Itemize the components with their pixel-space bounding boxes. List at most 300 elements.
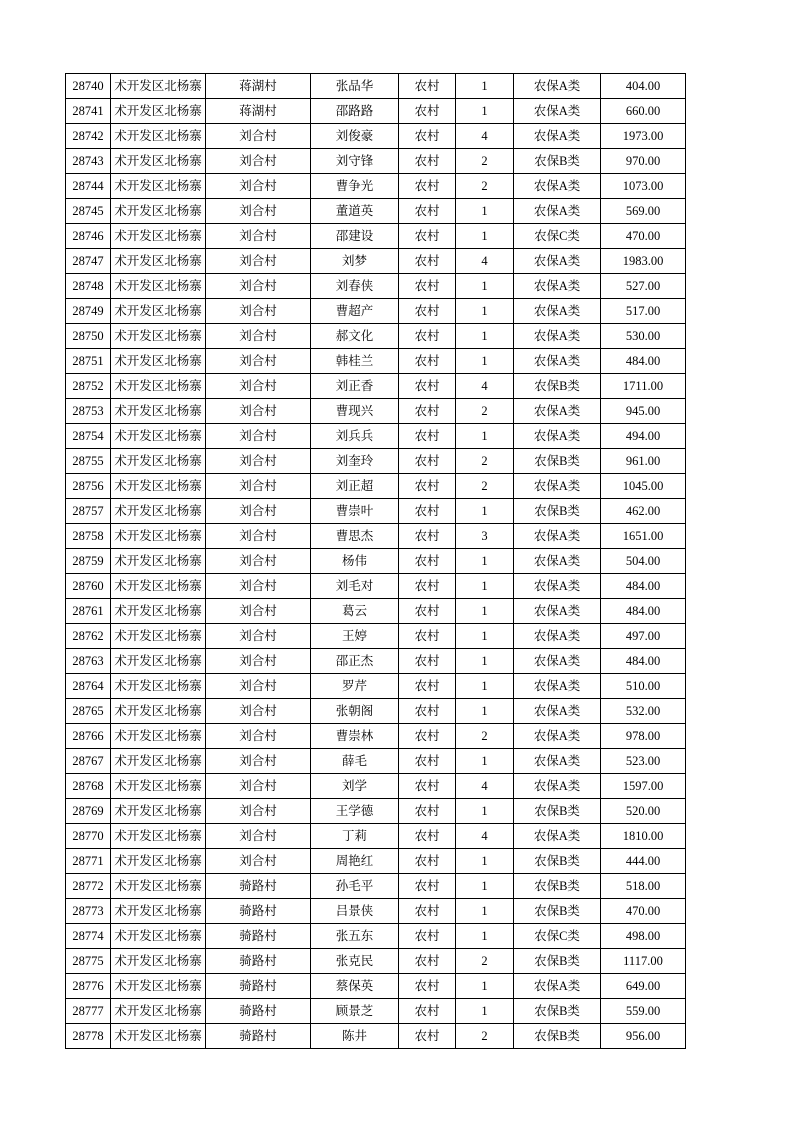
cell-category: 农保A类 bbox=[514, 974, 601, 999]
cell-name: 周艳红 bbox=[311, 849, 399, 874]
cell-count: 1 bbox=[456, 674, 514, 699]
cell-residence: 农村 bbox=[399, 724, 456, 749]
cell-category: 农保A类 bbox=[514, 699, 601, 724]
cell-district: 术开发区北杨寨 bbox=[111, 324, 206, 349]
payment-table-body bbox=[66, 74, 686, 1049]
cell-district: 术开发区北杨寨 bbox=[111, 249, 206, 274]
cell-village: 刘合村 bbox=[206, 424, 311, 449]
cell-residence: 农村 bbox=[399, 449, 456, 474]
cell-category: 农保A类 bbox=[514, 399, 601, 424]
cell-amount: 1651.00 bbox=[601, 524, 686, 549]
cell-id: 28762 bbox=[66, 624, 111, 649]
table-row bbox=[66, 524, 686, 549]
cell-name: 曹崇叶 bbox=[311, 499, 399, 524]
cell-amount: 649.00 bbox=[601, 974, 686, 999]
cell-name: 刘正香 bbox=[311, 374, 399, 399]
cell-residence: 农村 bbox=[399, 699, 456, 724]
cell-id: 28755 bbox=[66, 449, 111, 474]
cell-id: 28771 bbox=[66, 849, 111, 874]
cell-name: 刘兵兵 bbox=[311, 424, 399, 449]
cell-village: 刘合村 bbox=[206, 224, 311, 249]
cell-amount: 559.00 bbox=[601, 999, 686, 1024]
cell-id: 28750 bbox=[66, 324, 111, 349]
cell-category: 农保A类 bbox=[514, 299, 601, 324]
cell-residence: 农村 bbox=[399, 674, 456, 699]
cell-residence: 农村 bbox=[399, 774, 456, 799]
table-row bbox=[66, 574, 686, 599]
cell-category: 农保A类 bbox=[514, 749, 601, 774]
cell-amount: 518.00 bbox=[601, 874, 686, 899]
cell-village: 骑路村 bbox=[206, 924, 311, 949]
cell-residence: 农村 bbox=[399, 374, 456, 399]
cell-category: 农保C类 bbox=[514, 924, 601, 949]
table-row bbox=[66, 1024, 686, 1049]
cell-count: 1 bbox=[456, 549, 514, 574]
cell-name: 张品华 bbox=[311, 74, 399, 99]
cell-village: 刘合村 bbox=[206, 349, 311, 374]
cell-category: 农保A类 bbox=[514, 574, 601, 599]
cell-residence: 农村 bbox=[399, 549, 456, 574]
cell-category: 农保A类 bbox=[514, 99, 601, 124]
cell-id: 28742 bbox=[66, 124, 111, 149]
cell-residence: 农村 bbox=[399, 424, 456, 449]
cell-village: 骑路村 bbox=[206, 1024, 311, 1049]
cell-category: 农保B类 bbox=[514, 999, 601, 1024]
cell-amount: 484.00 bbox=[601, 574, 686, 599]
cell-count: 2 bbox=[456, 149, 514, 174]
cell-count: 1 bbox=[456, 849, 514, 874]
cell-count: 1 bbox=[456, 199, 514, 224]
cell-village: 刘合村 bbox=[206, 199, 311, 224]
cell-village: 刘合村 bbox=[206, 299, 311, 324]
cell-count: 2 bbox=[456, 724, 514, 749]
cell-village: 刘合村 bbox=[206, 749, 311, 774]
cell-district: 术开发区北杨寨 bbox=[111, 199, 206, 224]
cell-district: 术开发区北杨寨 bbox=[111, 999, 206, 1024]
cell-count: 2 bbox=[456, 399, 514, 424]
cell-amount: 484.00 bbox=[601, 649, 686, 674]
cell-village: 刘合村 bbox=[206, 274, 311, 299]
cell-amount: 470.00 bbox=[601, 224, 686, 249]
cell-district: 术开发区北杨寨 bbox=[111, 274, 206, 299]
cell-count: 1 bbox=[456, 874, 514, 899]
cell-residence: 农村 bbox=[399, 749, 456, 774]
cell-category: 农保A类 bbox=[514, 74, 601, 99]
cell-village: 刘合村 bbox=[206, 124, 311, 149]
cell-name: 罗芹 bbox=[311, 674, 399, 699]
cell-category: 农保A类 bbox=[514, 824, 601, 849]
cell-count: 4 bbox=[456, 124, 514, 149]
cell-residence: 农村 bbox=[399, 349, 456, 374]
cell-count: 4 bbox=[456, 374, 514, 399]
cell-name: 董道英 bbox=[311, 199, 399, 224]
table-row bbox=[66, 874, 686, 899]
cell-count: 1 bbox=[456, 349, 514, 374]
cell-district: 术开发区北杨寨 bbox=[111, 374, 206, 399]
cell-id: 28754 bbox=[66, 424, 111, 449]
table-row bbox=[66, 624, 686, 649]
cell-village: 刘合村 bbox=[206, 399, 311, 424]
table-row bbox=[66, 324, 686, 349]
cell-amount: 497.00 bbox=[601, 624, 686, 649]
cell-amount: 1711.00 bbox=[601, 374, 686, 399]
cell-amount: 517.00 bbox=[601, 299, 686, 324]
cell-id: 28747 bbox=[66, 249, 111, 274]
cell-amount: 470.00 bbox=[601, 899, 686, 924]
cell-category: 农保B类 bbox=[514, 849, 601, 874]
cell-residence: 农村 bbox=[399, 124, 456, 149]
cell-amount: 510.00 bbox=[601, 674, 686, 699]
table-row bbox=[66, 249, 686, 274]
table-row bbox=[66, 149, 686, 174]
cell-district: 术开发区北杨寨 bbox=[111, 574, 206, 599]
cell-amount: 484.00 bbox=[601, 599, 686, 624]
cell-count: 4 bbox=[456, 774, 514, 799]
cell-residence: 农村 bbox=[399, 224, 456, 249]
cell-village: 蒋湖村 bbox=[206, 99, 311, 124]
cell-category: 农保A类 bbox=[514, 174, 601, 199]
cell-count: 1 bbox=[456, 324, 514, 349]
cell-village: 骑路村 bbox=[206, 949, 311, 974]
cell-category: 农保B类 bbox=[514, 899, 601, 924]
cell-village: 刘合村 bbox=[206, 324, 311, 349]
cell-amount: 1973.00 bbox=[601, 124, 686, 149]
cell-village: 骑路村 bbox=[206, 874, 311, 899]
cell-residence: 农村 bbox=[399, 849, 456, 874]
cell-count: 1 bbox=[456, 999, 514, 1024]
cell-category: 农保A类 bbox=[514, 324, 601, 349]
cell-count: 1 bbox=[456, 299, 514, 324]
cell-name: 邵建设 bbox=[311, 224, 399, 249]
cell-category: 农保A类 bbox=[514, 724, 601, 749]
cell-amount: 494.00 bbox=[601, 424, 686, 449]
table-row bbox=[66, 374, 686, 399]
cell-category: 农保A类 bbox=[514, 599, 601, 624]
table-row bbox=[66, 199, 686, 224]
cell-category: 农保B类 bbox=[514, 949, 601, 974]
cell-id: 28769 bbox=[66, 799, 111, 824]
cell-district: 术开发区北杨寨 bbox=[111, 349, 206, 374]
cell-count: 1 bbox=[456, 699, 514, 724]
table-row bbox=[66, 74, 686, 99]
cell-name: 杨伟 bbox=[311, 549, 399, 574]
table-row bbox=[66, 674, 686, 699]
table-row bbox=[66, 774, 686, 799]
cell-district: 术开发区北杨寨 bbox=[111, 149, 206, 174]
cell-village: 刘合村 bbox=[206, 674, 311, 699]
cell-category: 农保B类 bbox=[514, 449, 601, 474]
cell-category: 农保A类 bbox=[514, 474, 601, 499]
cell-village: 刘合村 bbox=[206, 599, 311, 624]
cell-district: 术开发区北杨寨 bbox=[111, 749, 206, 774]
cell-amount: 1117.00 bbox=[601, 949, 686, 974]
cell-amount: 970.00 bbox=[601, 149, 686, 174]
cell-name: 曹现兴 bbox=[311, 399, 399, 424]
cell-village: 刘合村 bbox=[206, 149, 311, 174]
cell-name: 刘梦 bbox=[311, 249, 399, 274]
cell-name: 葛云 bbox=[311, 599, 399, 624]
cell-category: 农保A类 bbox=[514, 549, 601, 574]
cell-district: 术开发区北杨寨 bbox=[111, 74, 206, 99]
cell-village: 刘合村 bbox=[206, 574, 311, 599]
cell-category: 农保B类 bbox=[514, 874, 601, 899]
cell-id: 28763 bbox=[66, 649, 111, 674]
cell-id: 28752 bbox=[66, 374, 111, 399]
cell-village: 刘合村 bbox=[206, 824, 311, 849]
cell-name: 曹思杰 bbox=[311, 524, 399, 549]
cell-id: 28740 bbox=[66, 74, 111, 99]
cell-name: 刘奎玲 bbox=[311, 449, 399, 474]
cell-id: 28765 bbox=[66, 699, 111, 724]
cell-id: 28744 bbox=[66, 174, 111, 199]
cell-amount: 530.00 bbox=[601, 324, 686, 349]
cell-residence: 农村 bbox=[399, 199, 456, 224]
cell-village: 刘合村 bbox=[206, 549, 311, 574]
cell-name: 郝文化 bbox=[311, 324, 399, 349]
cell-count: 4 bbox=[456, 824, 514, 849]
cell-residence: 农村 bbox=[399, 299, 456, 324]
cell-category: 农保A类 bbox=[514, 249, 601, 274]
cell-amount: 978.00 bbox=[601, 724, 686, 749]
cell-district: 术开发区北杨寨 bbox=[111, 99, 206, 124]
cell-category: 农保A类 bbox=[514, 199, 601, 224]
cell-count: 2 bbox=[456, 174, 514, 199]
cell-id: 28774 bbox=[66, 924, 111, 949]
table-row bbox=[66, 224, 686, 249]
cell-amount: 498.00 bbox=[601, 924, 686, 949]
cell-amount: 1045.00 bbox=[601, 474, 686, 499]
cell-residence: 农村 bbox=[399, 574, 456, 599]
table-row bbox=[66, 549, 686, 574]
cell-count: 2 bbox=[456, 474, 514, 499]
cell-amount: 532.00 bbox=[601, 699, 686, 724]
cell-village: 骑路村 bbox=[206, 999, 311, 1024]
cell-residence: 农村 bbox=[399, 149, 456, 174]
cell-name: 刘毛对 bbox=[311, 574, 399, 599]
table-row bbox=[66, 749, 686, 774]
payment-table bbox=[65, 73, 686, 1049]
cell-count: 1 bbox=[456, 974, 514, 999]
cell-name: 张克民 bbox=[311, 949, 399, 974]
cell-village: 刘合村 bbox=[206, 449, 311, 474]
table-row bbox=[66, 899, 686, 924]
cell-id: 28768 bbox=[66, 774, 111, 799]
table-row bbox=[66, 849, 686, 874]
cell-category: 农保A类 bbox=[514, 674, 601, 699]
table-row bbox=[66, 399, 686, 424]
cell-id: 28758 bbox=[66, 524, 111, 549]
cell-id: 28773 bbox=[66, 899, 111, 924]
cell-amount: 569.00 bbox=[601, 199, 686, 224]
cell-name: 曹超产 bbox=[311, 299, 399, 324]
cell-category: 农保A类 bbox=[514, 349, 601, 374]
cell-category: 农保B类 bbox=[514, 374, 601, 399]
cell-village: 刘合村 bbox=[206, 849, 311, 874]
table-row bbox=[66, 299, 686, 324]
cell-district: 术开发区北杨寨 bbox=[111, 399, 206, 424]
cell-id: 28778 bbox=[66, 1024, 111, 1049]
cell-id: 28741 bbox=[66, 99, 111, 124]
cell-id: 28766 bbox=[66, 724, 111, 749]
cell-id: 28749 bbox=[66, 299, 111, 324]
cell-residence: 农村 bbox=[399, 924, 456, 949]
cell-residence: 农村 bbox=[399, 74, 456, 99]
cell-count: 1 bbox=[456, 574, 514, 599]
cell-residence: 农村 bbox=[399, 949, 456, 974]
cell-residence: 农村 bbox=[399, 899, 456, 924]
cell-category: 农保B类 bbox=[514, 499, 601, 524]
cell-district: 术开发区北杨寨 bbox=[111, 499, 206, 524]
cell-id: 28757 bbox=[66, 499, 111, 524]
table-row bbox=[66, 999, 686, 1024]
cell-category: 农保B类 bbox=[514, 1024, 601, 1049]
cell-amount: 1597.00 bbox=[601, 774, 686, 799]
cell-count: 2 bbox=[456, 449, 514, 474]
cell-district: 术开发区北杨寨 bbox=[111, 774, 206, 799]
cell-id: 28777 bbox=[66, 999, 111, 1024]
cell-residence: 农村 bbox=[399, 399, 456, 424]
table-row bbox=[66, 974, 686, 999]
table-row bbox=[66, 599, 686, 624]
cell-amount: 1073.00 bbox=[601, 174, 686, 199]
cell-name: 王婷 bbox=[311, 624, 399, 649]
table-row bbox=[66, 124, 686, 149]
cell-count: 1 bbox=[456, 274, 514, 299]
cell-name: 王学德 bbox=[311, 799, 399, 824]
cell-category: 农保A类 bbox=[514, 649, 601, 674]
cell-amount: 1983.00 bbox=[601, 249, 686, 274]
cell-id: 28767 bbox=[66, 749, 111, 774]
cell-district: 术开发区北杨寨 bbox=[111, 974, 206, 999]
cell-count: 1 bbox=[456, 649, 514, 674]
cell-village: 刘合村 bbox=[206, 624, 311, 649]
table-row bbox=[66, 449, 686, 474]
table-row bbox=[66, 474, 686, 499]
cell-count: 1 bbox=[456, 599, 514, 624]
table-row bbox=[66, 824, 686, 849]
cell-district: 术开发区北杨寨 bbox=[111, 1024, 206, 1049]
cell-name: 邵路路 bbox=[311, 99, 399, 124]
cell-amount: 660.00 bbox=[601, 99, 686, 124]
cell-village: 刘合村 bbox=[206, 799, 311, 824]
cell-id: 28748 bbox=[66, 274, 111, 299]
cell-residence: 农村 bbox=[399, 174, 456, 199]
cell-residence: 农村 bbox=[399, 499, 456, 524]
cell-village: 刘合村 bbox=[206, 174, 311, 199]
table-row bbox=[66, 949, 686, 974]
cell-id: 28743 bbox=[66, 149, 111, 174]
cell-residence: 农村 bbox=[399, 649, 456, 674]
cell-district: 术开发区北杨寨 bbox=[111, 224, 206, 249]
cell-district: 术开发区北杨寨 bbox=[111, 174, 206, 199]
cell-residence: 农村 bbox=[399, 1024, 456, 1049]
cell-name: 曹崇林 bbox=[311, 724, 399, 749]
cell-id: 28772 bbox=[66, 874, 111, 899]
cell-name: 张朝阁 bbox=[311, 699, 399, 724]
table-row bbox=[66, 924, 686, 949]
cell-residence: 农村 bbox=[399, 799, 456, 824]
cell-district: 术开发区北杨寨 bbox=[111, 799, 206, 824]
cell-residence: 农村 bbox=[399, 249, 456, 274]
table-row bbox=[66, 424, 686, 449]
cell-village: 刘合村 bbox=[206, 649, 311, 674]
cell-category: 农保A类 bbox=[514, 274, 601, 299]
cell-id: 28759 bbox=[66, 549, 111, 574]
cell-residence: 农村 bbox=[399, 874, 456, 899]
cell-category: 农保A类 bbox=[514, 774, 601, 799]
cell-residence: 农村 bbox=[399, 324, 456, 349]
cell-name: 蔡保英 bbox=[311, 974, 399, 999]
cell-district: 术开发区北杨寨 bbox=[111, 949, 206, 974]
cell-amount: 527.00 bbox=[601, 274, 686, 299]
cell-name: 刘春侠 bbox=[311, 274, 399, 299]
cell-residence: 农村 bbox=[399, 474, 456, 499]
cell-residence: 农村 bbox=[399, 274, 456, 299]
table-row bbox=[66, 174, 686, 199]
cell-amount: 945.00 bbox=[601, 399, 686, 424]
cell-id: 28775 bbox=[66, 949, 111, 974]
cell-id: 28753 bbox=[66, 399, 111, 424]
cell-count: 1 bbox=[456, 424, 514, 449]
cell-amount: 504.00 bbox=[601, 549, 686, 574]
cell-village: 刘合村 bbox=[206, 524, 311, 549]
table-row bbox=[66, 724, 686, 749]
cell-name: 吕景侠 bbox=[311, 899, 399, 924]
cell-count: 1 bbox=[456, 749, 514, 774]
cell-category: 农保A类 bbox=[514, 624, 601, 649]
table-row bbox=[66, 349, 686, 374]
cell-amount: 484.00 bbox=[601, 349, 686, 374]
cell-count: 1 bbox=[456, 624, 514, 649]
cell-category: 农保A类 bbox=[514, 424, 601, 449]
cell-count: 1 bbox=[456, 224, 514, 249]
cell-village: 刘合村 bbox=[206, 499, 311, 524]
cell-count: 2 bbox=[456, 1024, 514, 1049]
cell-village: 骑路村 bbox=[206, 899, 311, 924]
cell-village: 刘合村 bbox=[206, 774, 311, 799]
cell-district: 术开发区北杨寨 bbox=[111, 524, 206, 549]
cell-name: 刘正超 bbox=[311, 474, 399, 499]
cell-village: 刘合村 bbox=[206, 699, 311, 724]
table-row bbox=[66, 699, 686, 724]
table-row bbox=[66, 99, 686, 124]
cell-district: 术开发区北杨寨 bbox=[111, 599, 206, 624]
cell-amount: 404.00 bbox=[601, 74, 686, 99]
cell-residence: 农村 bbox=[399, 599, 456, 624]
cell-district: 术开发区北杨寨 bbox=[111, 124, 206, 149]
cell-category: 农保A类 bbox=[514, 124, 601, 149]
cell-id: 28745 bbox=[66, 199, 111, 224]
cell-district: 术开发区北杨寨 bbox=[111, 624, 206, 649]
cell-name: 邵正杰 bbox=[311, 649, 399, 674]
cell-id: 28776 bbox=[66, 974, 111, 999]
cell-count: 1 bbox=[456, 74, 514, 99]
cell-name: 刘学 bbox=[311, 774, 399, 799]
cell-district: 术开发区北杨寨 bbox=[111, 449, 206, 474]
cell-residence: 农村 bbox=[399, 99, 456, 124]
cell-count: 3 bbox=[456, 524, 514, 549]
cell-residence: 农村 bbox=[399, 974, 456, 999]
cell-name: 刘守锋 bbox=[311, 149, 399, 174]
cell-name: 韩桂兰 bbox=[311, 349, 399, 374]
cell-district: 术开发区北杨寨 bbox=[111, 424, 206, 449]
cell-amount: 444.00 bbox=[601, 849, 686, 874]
cell-village: 刘合村 bbox=[206, 249, 311, 274]
cell-count: 1 bbox=[456, 899, 514, 924]
cell-residence: 农村 bbox=[399, 999, 456, 1024]
cell-district: 术开发区北杨寨 bbox=[111, 549, 206, 574]
cell-village: 蒋湖村 bbox=[206, 74, 311, 99]
